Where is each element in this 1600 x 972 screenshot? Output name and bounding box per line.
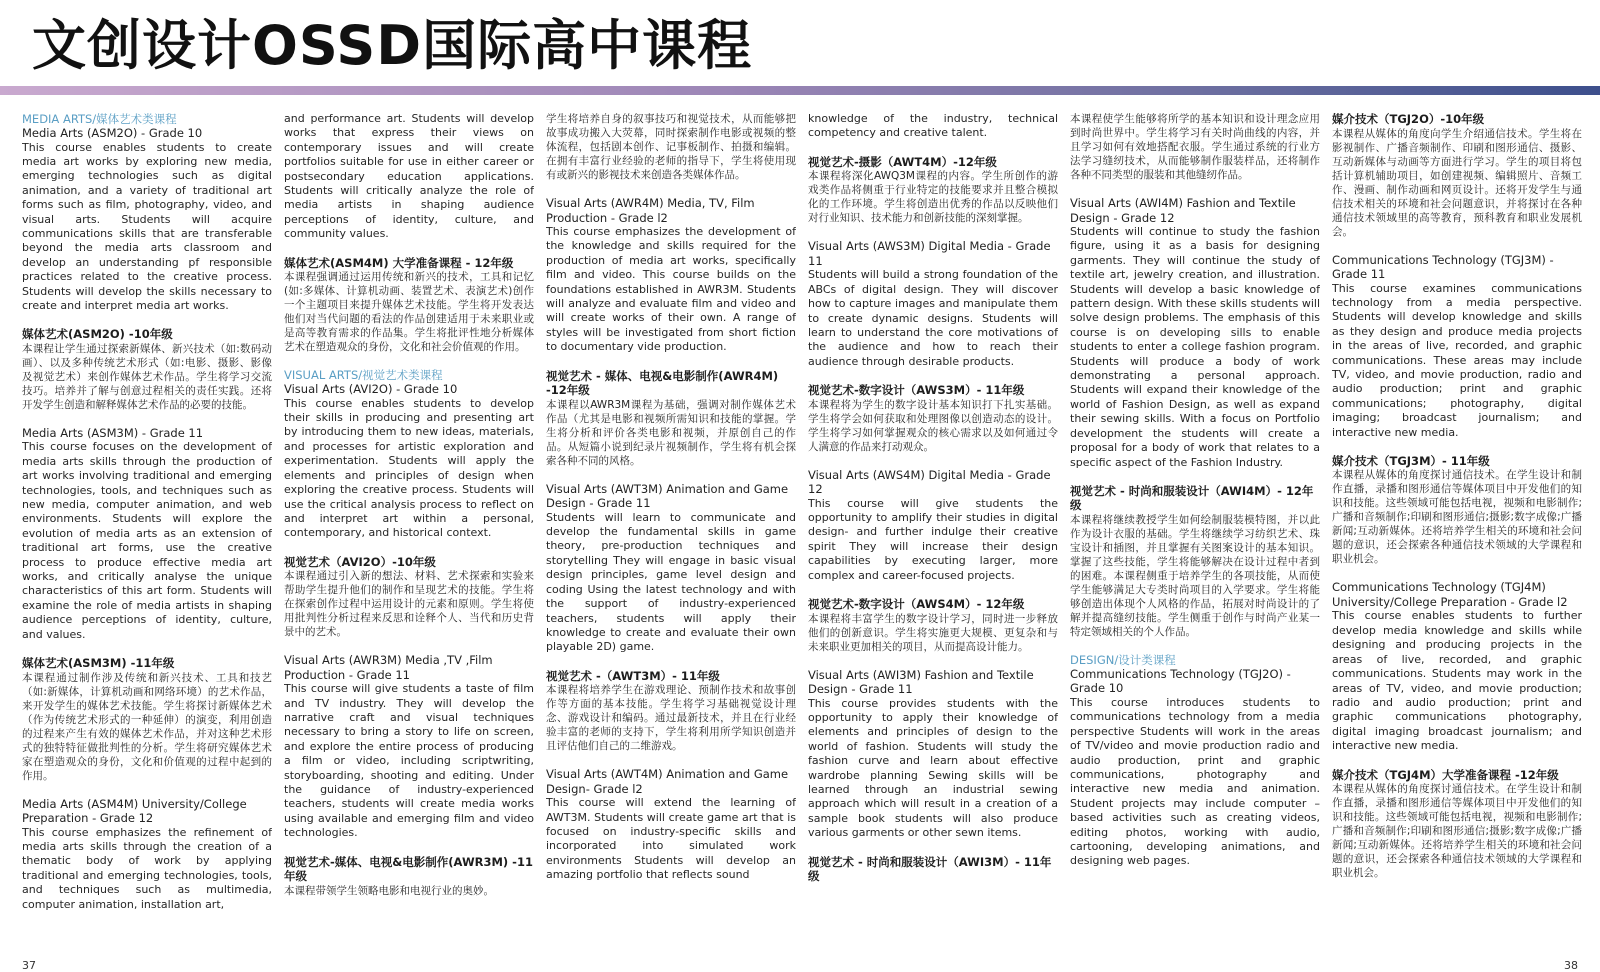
column-2 bbox=[284, 112, 534, 970]
course-description: This course enables students to develop their skills in producing and presenting art by introducing them to new ideas, materials, and processes for artistic exploration and experimentation. Students will apply the elements and principles of design when exploring the creative process. Students will use the critical analysis process to reflect on and interpret art within a personal, contemporary, and historical context. bbox=[284, 396, 534, 540]
course-description: This course focuses on the development of media arts skills through the production of art works involving traditional and emerging technologies, tools, and techniques such as new media, computer animation, and web environments. Students will explore the evolution of media arts as an extension of traditional art forms, use the creative process to produce effective media art works, and critically analyse the unique characteristics of this art form. Students will examine the role of media artists in shaping audience perceptions of identity, culture, and values. bbox=[22, 440, 272, 641]
title-gradient-bar bbox=[0, 86, 1600, 95]
course-heading: Visual Arts (AWT4M) Animation and Game Design- Grade l2 bbox=[546, 767, 789, 796]
course-heading: 媒介技术（TGJ2O）-10年级 bbox=[1332, 112, 1485, 126]
course-description: This course emphasizes the refinement of media arts skills through the creation of a thematic body of work by applying traditional and emerging technologies, tools, and techniques such as multimedia, computer animation, installation art, bbox=[22, 825, 272, 911]
course-description: 本课程将为学生的数字设计基本知识打下扎实基础。学生将学会如何获取和处理图像以创造动态的设计。学生将学习如何掌握观众的核心需求以及如何通过令人满意的作品来打动观众。 bbox=[808, 398, 1058, 453]
course-heading: 媒体艺术(ASM3M) -11年级 bbox=[22, 656, 175, 671]
course-heading: Visual Arts (AWS4M) Digital Media - Grade 12 bbox=[808, 467, 1051, 497]
course-description: 本课程将继续教授学生如何绘制服装模特图，并以此作为设计衣服的基础。学生将继续学习纺织艺术、珠宝设计和插图，并且掌握有关图案设计的基本知识。掌握了这些技能，学生将能够解决在设计过程中者到的困难。本课程侧重于培养学生的各项技能，从而使学生能够满足大专类时尚项目的入学要求。学生将能够创造出体现个人风格的作品，拓展对时尚设计的了解并提高缝纫技能。学生侧重于创作与时尚产业某一特定领域相关的个人作品。 bbox=[1070, 513, 1320, 638]
course-heading: Visual Arts (AWR4M) Media, TV, Film Production - Grade l2 bbox=[546, 196, 755, 225]
course-heading: 视觉艺术-数字设计（AWS4M）- 12年级 bbox=[808, 597, 1025, 612]
course-heading: Media Arts (ASM4M) University/College Preparation - Grade 12 bbox=[22, 796, 247, 826]
section-label: VISUAL ARTS/视觉艺术类课程 bbox=[284, 368, 443, 383]
course-heading: Communications Technology (TGJ2O) - Grade 10 bbox=[1070, 666, 1291, 696]
course-description: Students will learn to communicate and develop the fundamental skills in game theory, pre-production techniques and storytelling They will engage in basic visual design principles, game level design and coding Using the latest technology and with the support of industry-experienced teachers, students will apply their knowledge to create and evaluate their own playable 2D) game. bbox=[546, 510, 796, 654]
course-heading: 视觉艺术（AVI2O）-10年级 bbox=[284, 554, 436, 569]
course-description: This course will give students the opportunity to amplify their studies in digital design- and further indulge their creative spirit They will increase their design capabilities by executing larger, more complex and career-focused projects. bbox=[808, 496, 1058, 582]
course-heading: 媒体艺术(ASM4M) 大学准备课程 - 12年级 bbox=[284, 255, 514, 270]
course-description: This course provides students with the opportunity to apply their knowledge of elements and principles of design to the world of fashion. Students will study the fashion curve and learn about effective wardrobe planning Sewing skills will be learned through an industrial sewing approach which will result in a creation of a sample book students will also produce various garments or other sewn items. bbox=[808, 696, 1058, 840]
section-label: MEDIA ARTS/媒体艺术类课程 bbox=[22, 112, 177, 126]
course-heading: Visual Arts (AWT3M) Animation and Game Design - Grade 11 bbox=[546, 481, 789, 511]
course-description: 本课程将深化AWQ3M课程的内容。学生所创作的游戏类作品将侧重于行业特定的技能要求并且整合模拟化的工作环境。学生将创造出优秀的作品以反映他们对行业知识、技术能力和创新技能的深刻掌握。 bbox=[808, 170, 1058, 225]
course-description: 本课程通过引入新的想法、材料、艺术探索和实验来帮助学生提升他们的制作和呈现艺术的技能。学生将在探索创作过程中运用设计的元素和原则。学生将使用批判性分析过程来反思和诠释个人、当代和历史背景中的艺术。 bbox=[284, 570, 534, 639]
column-3 bbox=[546, 112, 796, 970]
course-heading: Media Arts (ASM3M) - Grade 11 bbox=[22, 425, 204, 440]
column-5 bbox=[1070, 112, 1320, 970]
course-description: 学生将培养自身的叙事技巧和视觉技术，从而能够把故事成功搬入大荧幕，同时探索制作电影或视频的整体流程，包括剧本创作、记事板制作、拍摄和编辑。在拥有丰富行业经验的老师的指导下，学生将使用现有或新兴的影视技术来创造各类媒体作品。 bbox=[546, 113, 796, 181]
page-number-right: 38 bbox=[1564, 959, 1578, 972]
page-title: 文创设计OSSD国际高中课程 bbox=[32, 14, 753, 77]
course-heading: Visual Arts (AWI4M) Fashion and Textile Design - Grade 12 bbox=[1070, 196, 1296, 225]
course-heading: Visual Arts (AVI2O) - Grade 10 bbox=[284, 382, 458, 397]
course-description: 本课程将培养学生在游戏理论、预制作技术和故事创作等方面的基本技能。学生将学习基础视觉设计理念、游戏设计和编码。通过最新技术，并且在行业经验丰富的老师的支持下，学生将利用所学知识创造并且评估他们自己的二维游戏。 bbox=[546, 684, 796, 753]
course-columns bbox=[22, 112, 1582, 970]
course-description: 本课程带领学生领略电影和电视行业的奥妙。 bbox=[284, 884, 494, 897]
course-description: This course will extend the learning of AWT3M. Students will create game art that is focused on industry-specific skills and incorporated into simulated work environments Students will develop an amazing portfolio that reflects sound bbox=[546, 796, 796, 882]
course-heading: 视觉艺术 - 时尚和服装设计（AWI4M）- 12年级 bbox=[1070, 483, 1314, 513]
course-description: 本课程让学生通过探索新媒体、新兴技术（如:数码动画）、以及多种传统艺术形式（如:电影、摄影、影像及视觉艺术）来创作媒体艺术作品。学生将学习交流技巧。培养并了解与创意过程相关的责任实践。还将开发学生创造和解释媒体艺术作品的必要的技能。 bbox=[22, 342, 272, 411]
course-description: 本课程从媒体的角度探讨通信技术。在学生设计和制作直播，录播和图形通信等媒体项目中开发他们的知识和技能。这些领域可能包括电视，视频和电影制作;广播和音频制作;印刷和图形通信;摄影;数字成像;广播新闻;互动新媒体。还将培养学生相关的环境和社会问题的意识，还会探索各种通信技术领域的大学课程和职业机会。 bbox=[1332, 783, 1582, 880]
course-heading: 媒介技术（TGJ3M）- 11年级 bbox=[1332, 453, 1490, 468]
course-heading: Visual Arts (AWI3M) Fashion and Textile Design - Grade 11 bbox=[808, 667, 1034, 697]
course-heading: Communications Technology (TGJ3M) - Grade 11 bbox=[1332, 252, 1554, 281]
course-description: Students will build a strong foundation of the ABCs of digital design. They will discover how to capture images and manipulate them to create dynamic designs. Students will learn to understand the core motivations of the audience and how to reach their audience through desirable products. bbox=[808, 268, 1058, 368]
course-description: This course will give students a taste of film and TV industry. They will develop the narrative craft and visual techniques necessary to bring a story to life on screen, and explore the entire process of producing a film or video, including scriptwriting, storyboarding, shooting and editing. Under the guidance of industry-experienced teachers, students will create media works using available and emerging film and video technologies. bbox=[284, 682, 534, 840]
section-label: DESIGN/设计类课程 bbox=[1070, 652, 1176, 667]
course-description: knowledge of the industry, technical competency and creative talent. bbox=[808, 112, 1058, 140]
course-heading: 媒体艺术(ASM2O) -10年级 bbox=[22, 327, 173, 342]
course-description: 本课程从媒体的角度探讨通信技术。在学生设计和制作直播，录播和图形通信等媒体项目中开发他们的知识和技能。这些领域可能包括电视，视频和电影制作;广播和音频制作;印刷和图形通信;摄影;数字成像;广播新闻;互动新媒体。还将培养学生相关的环境和社会问题的意识，还会探索各种通信技术领域的大学课程和职业机会。 bbox=[1332, 469, 1582, 566]
course-description: This course introduces students to communications technology from a media perspective Students will work in the areas of TV/video and movie production radio and audio production, print and graphic communications, photography and interactive new media and animation. Student projects may include computer – based activities such as creating videos, editing photos, working with audio, cartooning, developing animations, and designing web pages. bbox=[1070, 695, 1320, 868]
course-heading: Media Arts (ASM2O) - Grade 10 bbox=[22, 126, 203, 140]
course-description: 本课程将丰富学生的数字设计学习，同时进一步释放他们的创新意识。学生将实施更大规模、更复杂和与未来职业更加相关的项目，从而提高设计能力。 bbox=[808, 612, 1058, 653]
course-heading: 视觉艺术 -（AWT3M）- 11年级 bbox=[546, 668, 720, 683]
column-1 bbox=[22, 112, 272, 970]
course-heading: Visual Arts (AWR3M) Media ,TV ,Film Production - Grade 11 bbox=[284, 653, 493, 682]
course-heading: 视觉艺术 - 时尚和服装设计（AWI3M）- 11年级 bbox=[808, 854, 1052, 884]
course-heading: 视觉艺术-摄影（AWT4M）-12年级 bbox=[808, 154, 997, 169]
course-description: This course examines communications technology from a media perspective. Students will develop knowledge and skills as they design and produce media projects in the areas of live, recorded, and graphic communications. These areas may include TV, video, and movie production, radio and audio production; print and graphic communications; photography, digital imaging; broadcast journalism; and interactive new media. bbox=[1332, 281, 1582, 439]
course-heading: 视觉艺术-数字设计（AWS3M）- 11年级 bbox=[808, 383, 1025, 398]
column-4 bbox=[808, 112, 1058, 970]
course-description: 本课程以AWR3M课程为基础，强调对制作媒体艺术作品（尤其是电影和视频所需知识和技能的掌握。学生将分析和评价各类电影和视频，并原创自己的作品。从短篇小说到纪录片视频制作，学生将有机会探索各种不同的风格。 bbox=[546, 398, 796, 467]
column-6 bbox=[1332, 112, 1582, 970]
page-number-left: 37 bbox=[22, 959, 36, 972]
course-description: 本课程从媒体的角度向学生介绍通信技术。学生将在影视制作、广播音频制作、印刷和图形通信、摄影、互动新媒体与动画等方面进行学习。学生的项目将包括计算机辅助项目，如创建视频、编辑照片、音频工作、漫画、制作动画和网页设计。还将开发学生与通信技术相关的环境和社会问题意识，并将探讨在各种通信技术领域里的高等教育，预科教育和职业发展机会。 bbox=[1332, 127, 1582, 238]
course-heading: 视觉艺术-媒体、电视&电影制作(AWR3M) -11年级 bbox=[284, 854, 533, 884]
course-description: 本课程使学生能够将所学的基本知识和设计理念应用到时尚世界中。学生将学习有关时尚曲线的内容，并且学习如何有效地搭配衣服。学生通过系统的行业方法学习缝纫技术，从而能够制作服装样品，还将制作各种不同类型的服装和其他缝纫作品。 bbox=[1070, 113, 1320, 181]
course-description: This course emphasizes the development of the knowledge and skills required for the production of media art works, specifically film and video. This course builds on the foundations established in AWR3M. Students will analyze and evaluate film and video and will create works of their own. A range of styles will be investigated from short fiction to documentary vide production. bbox=[546, 225, 796, 354]
course-description: This course enables students to further develop media knowledge and skills while designing and producing projects in the areas of live, recorded, and graphic communications. Students may work in the areas of TV, video, and movie production; radio and audio production; print and graphic communications photography, digital imaging broadcast journalism; and interactive new media. bbox=[1332, 609, 1582, 753]
course-description: 本课程通过制作涉及传统和新兴技术、工具和技艺（如:新媒体，计算机动画和网络环境）的艺术作品， 来开发学生的媒体艺术技能。学生将探讨新媒体艺术（作为传统艺术形式的一种延伸）的演变，利用创造的过程来产生有效的媒体艺术作品，并对这种艺术形式的独特特征做批判性的分析。学生将研究媒体艺术家在塑造观众的身份，文化和价值观的过程中起到的作用。 bbox=[22, 671, 272, 782]
course-heading: 视觉艺术 - 媒体、电视&电影制作(AWR4M) -12年级 bbox=[546, 368, 779, 398]
course-description: 本课程强调通过运用传统和新兴的技术，工具和记忆(如:多媒体、计算机动画、装置艺术、表演艺术)创作一个主题项目来提升媒体艺术技能。学生将开发表达他们对当代问题的看法的作品创建适用于未来职业或是高等教育需求的作品集。学生将批评性地分析媒体艺术在塑造观众的身份，文化和社会价值观的作用。 bbox=[284, 271, 534, 354]
course-heading: Communications Technology (TGJ4M) University/College Preparation - Grade l2 bbox=[1332, 580, 1568, 609]
course-description: Students will continue to study the fashion figure, using it as a basis for designing garments. They will continue the study of textile art, jewelry creation, and illustration. Students will develop a basic knowledge of pattern design. With these skills students will solve design problems. The emphasis of this course is on developing sills to enable students to enter a college fashion program. Students will produce a body of work demonstrating a personal approach. Students will expand their knowledge of the world of Fashion Design, as well as expand their sewing skills. With a focus on Portfolio development the students will create a proposal for a body of work that relates to a specific aspect of the Fashion Industry. bbox=[1070, 225, 1320, 469]
course-description: and performance art. Students will develop works that express their views on contemporary issues and will create portfolios suitable for use in either career or postsecondary education applications. Students will critically analyze the role of media artists in shaping audience perceptions of identity, culture, and community values. bbox=[284, 112, 534, 241]
course-heading: Visual Arts (AWS3M) Digital Media - Grade 11 bbox=[808, 239, 1051, 268]
course-description: This course enables students to create media art works by exploring new media, emerging technologies such as digital animation, and a variety of traditional art forms such as film, photography, video, and visual arts. Students will acquire communications skills that are transferable beyond the media arts classroom and develop an understanding pf responsible practices related to the creative process. Students will develop the skills necessary to create and interpret media art works. bbox=[22, 140, 272, 312]
course-heading: 媒介技术（TGJ4M）大学准备课程 -12年级 bbox=[1332, 767, 1559, 782]
